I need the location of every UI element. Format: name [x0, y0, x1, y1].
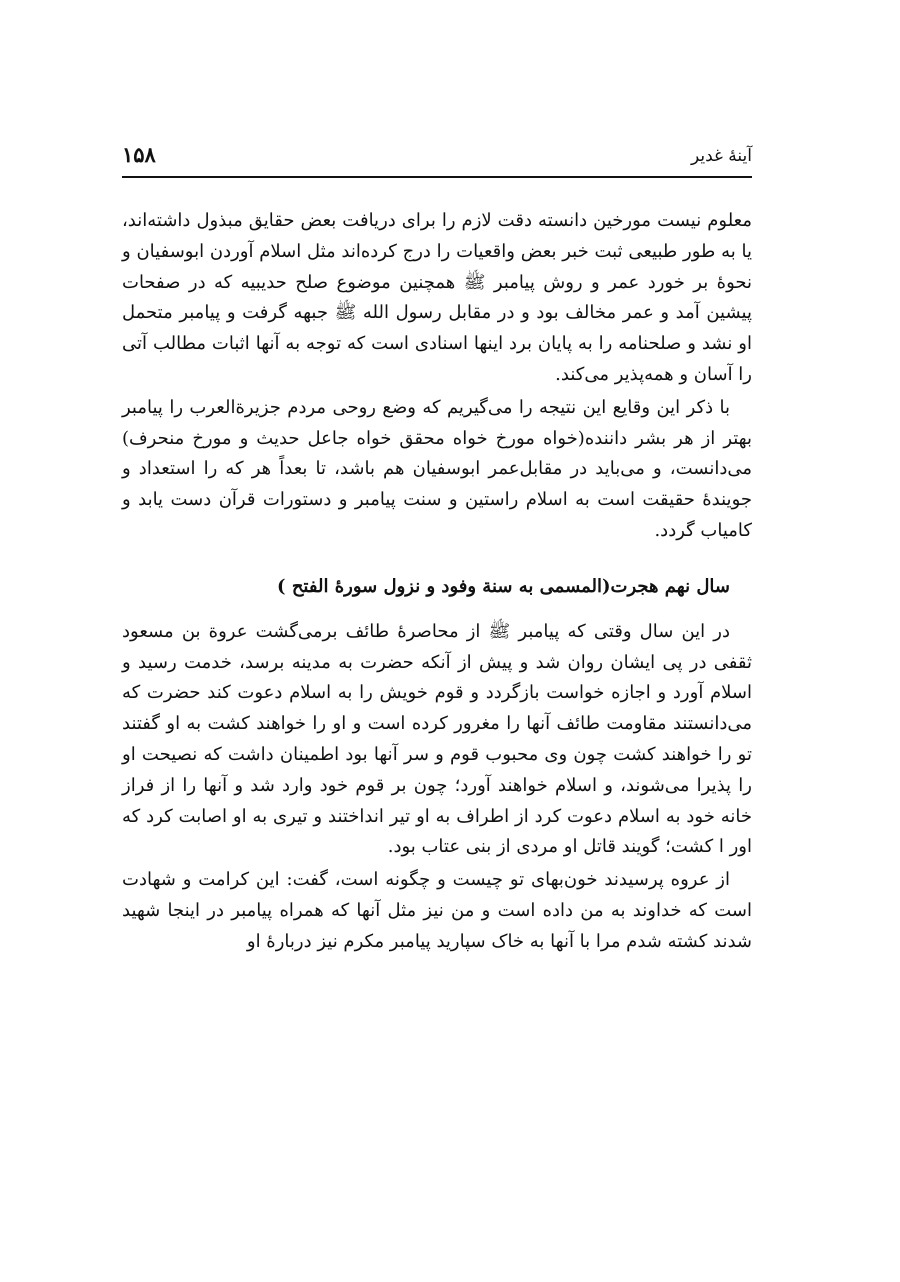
paragraph-2: با ذکر این وقایع این نتیجه را می‌گیریم که وضع روحی مردم جزیرةالعرب را پیامبر بهتر از هر بشر دانند‌ه(خواه مورخ خواه محقق خواه جاعل حدیث و مورخ منحرف) می‌دانست، و می‌باید در مقابل‌عمر ابوسفیان هم باشد، تا بعداً هر که را استعداد و جویندهٔ حقیقت است به اسلام راستین و سنت پیامبر و دستورات قرآن دست یابد و کامیاب گردد.	[122, 396, 752, 541]
page-header	[122, 140, 752, 178]
paragraph-1: معلوم نیست مورخین دانسته دقت لازم را برای دریافت بعض حقایق مبذول داشته‌اند، یا به طور طبیعی ثبت خبر بعض واقعیات را درج کرده‌اند مثل اسلام آوردن ابوسفیان و نحوهٔ بر خورد عمر و روش پیامبر ﷺ همچنین موضوع صلح حدیبیه که در صفحات پیشین آمد و عمر مخالف بود و در مقابل رسول الله ﷺ جبهه گرفت و پیامبر متحمل او نشد و صلحنامه را به پایان برد اینها اسنادی است که توجه به آنها اثبات مطالب آتی را آسان و همه‌پذیر می‌کند.	[122, 210, 752, 385]
body-text	[122, 206, 752, 958]
section-paragraph-1: در این سال وقتی که پیامبر ﷺ از محاصرهٔ طائف برمی‌گشت عروة بن مسعود ثقفی در پی ایشان روان شد و پیش از آنکه حضرت به مدینه برسد، خدمت رسید و اسلام آورد و اجازه خواست بازگردد و قوم خویش را به اسلام دعوت کند حضرت که می‌دانستند مقاومت طائف آنها را مغرور کرده است و او را خواهند کشت به او گفتند تو را خواهند کشت چون وی محبوب قوم و سر آنها بود اطمینان داشت که نصیحت او را پذیرا می‌شوند، و اسلام خواهند آورد؛ چون بر قوم خود وارد شد و آنها را از فراز خانه خود به اسلام دعوت کرد از اطراف به او تیر انداختند و تیری به او اصابت کرد که اور ا کشت؛ گویند قاتل او مردی از بنی عتاب بود.	[122, 620, 752, 858]
section-heading: سال نهم هجرت(المسمی به سنة وفود و نزول سورهٔ الفتح )	[277, 575, 730, 597]
running-title: آینهٔ غدیر	[690, 146, 752, 166]
page-number: ۱۵۸	[122, 142, 156, 167]
section-paragraph-2: از عروه پرسیدند خون‌بهای تو چیست و چگونه است، گفت: این کرامت و شهادت است که خداوند به من داده است و من نیز مثل آنها که همراه پیامبر در اینجا شهید شدند کشته شدم مرا با آنها به خاک سپارید پیامبر مکرم نیز دربارهٔ او	[122, 869, 752, 952]
